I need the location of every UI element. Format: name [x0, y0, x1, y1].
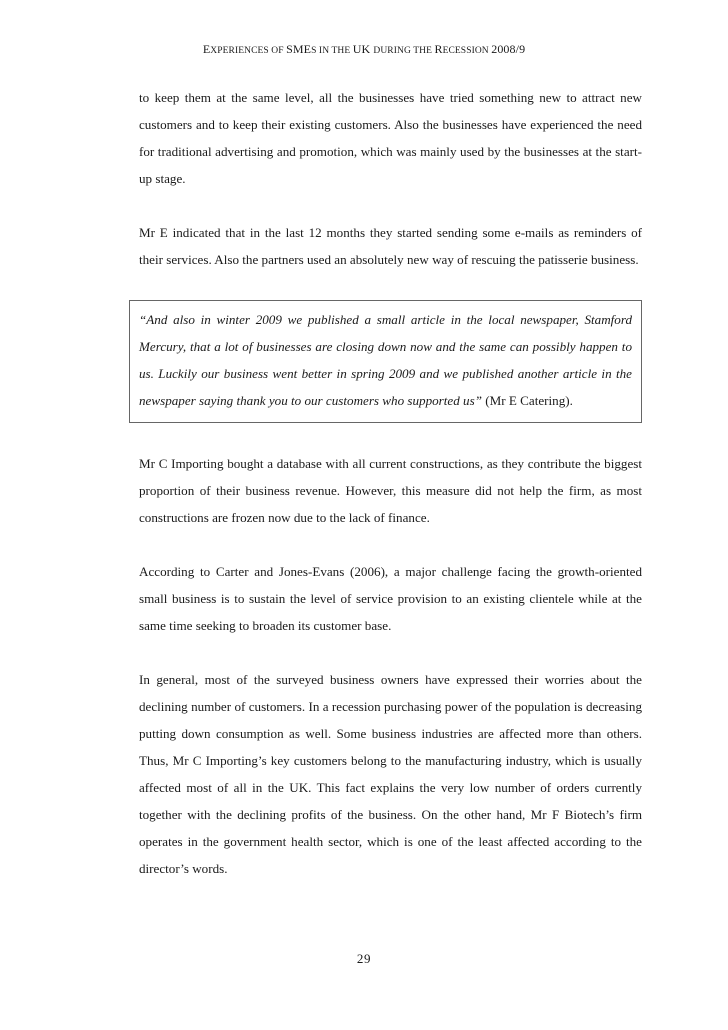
quote-text — [139, 306, 632, 414]
header-seg: ECESSION — [442, 46, 492, 56]
paragraph-1: to keep them at the same level, all the businesses have tried something new to attract new customers and to keep their existing customers. Also the businesses have experienced the need for traditional advertising and promotion, which was mainly used by the businesses at the start-up stage. — [139, 90, 642, 186]
paragraph-2: Mr E indicated that in the last 12 months they started sending some e-mails as reminders of their services. Also the partners used an absolutely new way of rescuing the patisserie business. — [139, 225, 642, 267]
header-seg: XPERIENCES OF — [210, 46, 287, 56]
header-seg: E — [202, 42, 211, 56]
running-header — [0, 42, 728, 57]
paragraph-3: Mr C Importing bought a database with all current constructions, as they contribute the biggest proportion of their business revenue. However, this measure did not help the firm, as most constructions are frozen now due to the lack of finance. — [139, 456, 642, 525]
body-content — [139, 84, 642, 882]
quote-box — [129, 300, 642, 423]
header-seg: SME — [286, 42, 312, 56]
page-number: 29 — [356, 951, 372, 966]
quote-citation: (Mr E Catering). — [481, 393, 573, 408]
header-seg: 2008/9 — [491, 42, 526, 56]
header-seg: UK — [352, 42, 374, 56]
paragraph-4: According to Carter and Jones-Evans (2006), a major challenge facing the growth-oriented small business is to sustain the level of service provision to an existing clientele while at the same time seeking to broaden its customer base. — [139, 564, 642, 633]
header-seg: S IN THE — [311, 46, 353, 56]
header-seg: R — [434, 42, 443, 56]
header-seg: DURING THE — [373, 46, 435, 56]
quote-italic: “And also in winter 2009 we published a small article in the local newspaper, Stamford Mercury, that a lot of businesses are closing down now and the same can possibly happen to us. Luckily our business went better in spring 2009 and we published another article in the newspaper saying thank you to our customers who supported us” — [139, 312, 632, 408]
paragraph-5: In general, most of the surveyed business owners have expressed their worries about the declining number of customers. In a recession purchasing power of the population is decreasing putting down consumption as well. Some business industries are affected more than others. Thus, Mr C Importing’s key customers belong to the manufacturing industry, which is usually affected most of all in the UK. This fact explains the very low number of orders currently together with the declining profits of the business. On the other hand, Mr F Biotech’s firm operates in the government health sector, which is one of the least affected according to the director’s words. — [139, 672, 642, 876]
